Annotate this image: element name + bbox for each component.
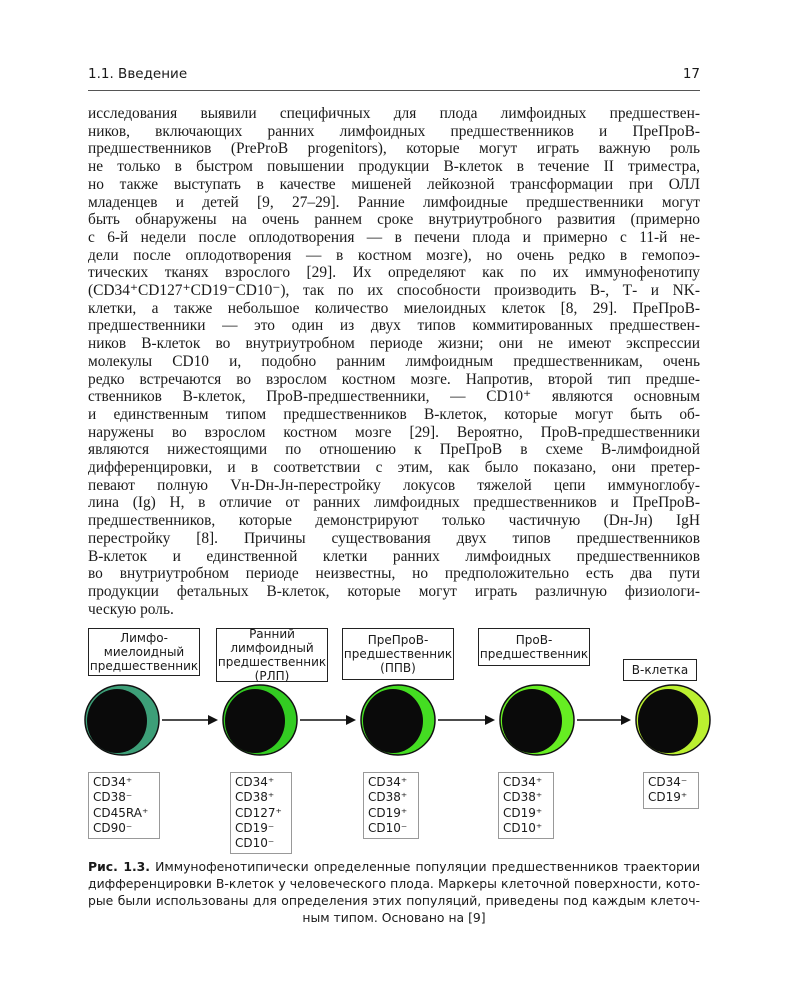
figure-b-cell-differentiation (80, 620, 720, 860)
body-paragraph (88, 105, 700, 618)
body-line: с 6-й недели после оплодотворения — в печени плода и примерно с 11-й не- (88, 228, 700, 246)
marker-item: CD10⁻ (368, 820, 408, 835)
stage-label (478, 628, 590, 666)
caption-line: ным типом. Основано на [9] (302, 910, 486, 925)
body-line: ников, включающих ранних лимфоидных предшественников и ПреПроВ- (88, 122, 700, 140)
marker-item: CD45RA⁺ (93, 805, 149, 820)
body-line: дифференцировки, и в соответствии с этим, как было показано, они претер- (88, 459, 700, 477)
caption-text: Иммунофенотипически определенные популяции предшественников траектории (149, 859, 700, 874)
marker-item: CD34⁺ (503, 775, 543, 789)
stage-label-text: В-клетка (631, 663, 689, 677)
body-line: но также выступать в качестве мишеней лейкозной трансформации при ОЛЛ (88, 175, 700, 193)
body-line: ческую роль. (88, 600, 174, 618)
body-line: наружены во взрослом костном мозге [29]. Вероятно, ПроВ-предшественники (88, 423, 700, 441)
body-line: и единственным типом предшественников В-клеток, которые могут быть об- (88, 405, 700, 423)
marker-item: CD19⁺ (368, 805, 408, 820)
stage-label-text: ПреПроВ- предшественник (ППВ) (343, 633, 453, 675)
caption-line: рые были использованы для определения этих популяций, приведены под каждым клеточ- (88, 893, 700, 908)
body-line: клетки, а также небольшое количество миелоидных клеток [8, 29]. ПреПроВ- (88, 299, 700, 317)
arrow-head (208, 715, 218, 725)
body-line: исследования выявили специфичных для плода лимфоидных предшествен- (88, 105, 700, 122)
stage-label-text: Ранний лимфоидный предшественник (РЛП) (217, 627, 327, 683)
body-line: предшественники — это один из двух типов коммитированных предшествен- (88, 317, 700, 335)
marker-list (230, 772, 292, 854)
body-line: не только в быстром повышении продукции В-клеток в течение II триместра, (88, 158, 700, 176)
marker-item: CD10⁺ (503, 820, 543, 835)
marker-item: CD38⁻ (93, 790, 133, 805)
body-line: тических тканях взрослого [29]. Их определяют как по их иммунофенотипу (88, 264, 700, 282)
caption-line (88, 858, 700, 875)
body-line: дели после оплодотворения — в костном мозге), но очень редко в гемопоэ- (88, 246, 700, 264)
caption-label: Рис. 1.3. (88, 859, 150, 874)
marker-item: CD38⁺ (235, 790, 275, 805)
stage-label-text: ПроВ- предшественник (479, 633, 589, 661)
body-line: певают полную Vн-Dн-Jн-перестройку локусов тяжелой цепи иммуноглобу- (88, 476, 700, 494)
body-line: являются нижестоящими по отношению к ПреПроВ в схеме В-лимфоидной (88, 441, 700, 459)
marker-list (363, 772, 419, 839)
stage-label (88, 628, 200, 676)
marker-item: CD19⁺ (648, 790, 688, 805)
marker-item: CD34⁻ (648, 775, 688, 789)
body-line: быть обнаружены на очень раннем сроке внутриутробного развития (примерно (88, 211, 700, 229)
marker-item: CD19⁻ (235, 820, 275, 835)
stage-label (623, 659, 697, 681)
body-line: (CD34⁺CD127⁺CD19⁻CD10⁻), так по их способности производить В-, Т- и NK- (88, 282, 700, 300)
arrow-head (485, 715, 495, 725)
marker-item: CD38⁺ (503, 790, 543, 805)
marker-item: CD34⁺ (368, 775, 408, 789)
cell-nucleus (638, 689, 698, 753)
body-line: перестройку [8]. Причины существования двух типов предшественников (88, 529, 700, 547)
arrow-head (346, 715, 356, 725)
figure-caption (88, 858, 700, 926)
header-rule (88, 90, 700, 91)
body-line: предшественников (PreProB progenitors), которые могут играть важную роль (88, 140, 700, 158)
cell-nucleus (225, 689, 285, 753)
cell-nucleus (502, 689, 562, 753)
marker-item: CD10⁻ (235, 836, 275, 851)
marker-item: CD34⁺ (235, 775, 275, 789)
body-line: предшественников, которые демонстрируют только частичную (Dн-Jн) IgH (88, 512, 700, 530)
marker-item: CD19⁺ (503, 805, 543, 820)
marker-item: CD127⁺ (235, 805, 282, 820)
section-title: 1.1. Введение (88, 66, 188, 82)
marker-item: CD90⁻ (93, 820, 133, 835)
page-number: 17 (682, 66, 700, 82)
marker-list (88, 772, 160, 839)
running-header (88, 66, 700, 88)
marker-item: CD34⁺ (93, 775, 133, 789)
arrow-head (621, 715, 631, 725)
marker-item: CD38⁺ (368, 790, 408, 805)
body-line: редко встречаются во взрослом костном мозге. Напротив, второй тип предше- (88, 370, 700, 388)
body-line: младенцев и детей [9, 27–29]. Ранние лимфоидные предшественники могут (88, 193, 700, 211)
body-line: ников В-клеток во внутриутробном периоде жизни; они не имеют экспрессии (88, 335, 700, 353)
body-line: молекулы CD10 и, подобно ранним лимфоидным предшественникам, очень (88, 352, 700, 370)
marker-list (498, 772, 554, 839)
marker-list (643, 772, 699, 809)
body-line: ственников В-клеток, ПроВ-предшественники, — CD10⁺ являются основным (88, 388, 700, 406)
stage-label (342, 628, 454, 680)
stage-label (216, 628, 328, 682)
body-line: во внутриутробном периоде неизвестны, но предположительно есть два пути (88, 565, 700, 583)
body-line: продукции фетальных В-клеток, которые могут играть различную физиологи- (88, 582, 700, 600)
cell-nucleus (87, 689, 147, 753)
cell-nucleus (363, 689, 423, 753)
body-line: В-клеток и единственной клетки ранних лимфоидных предшественников (88, 547, 700, 565)
stage-label-text: Лимфо- миелоидный предшественник (89, 631, 199, 673)
body-line: лина (Ig) H, в отличие от ранних лимфоидных предшественников и ПреПроВ- (88, 494, 700, 512)
caption-line: дифференцировки В-клеток у человеческого плода. Маркеры клеточной поверхности, кото- (88, 876, 700, 891)
